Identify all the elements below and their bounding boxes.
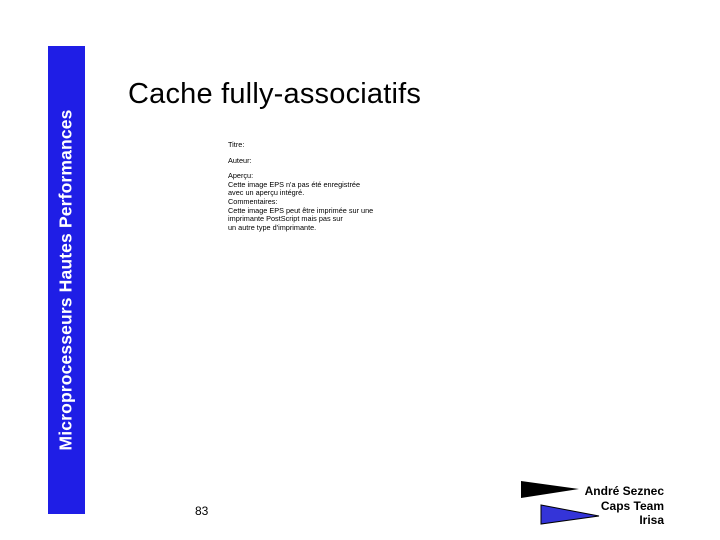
logo-top-triangle (521, 481, 579, 498)
eps-title-label: Titre: (228, 140, 245, 149)
author-name: André Seznec (584, 484, 664, 498)
eps-comments-line: imprimante PostScript mais pas sur (228, 214, 343, 224)
sidebar-title: Microprocesseurs Hautes Performances (55, 109, 76, 451)
page-number: 83 (195, 504, 209, 518)
slide-title: Cache fully-associatifs (128, 78, 422, 110)
eps-preview-line: Cette image EPS n'a pas été enregistrée (228, 179, 361, 189)
eps-preview-line: avec un aperçu intégré. (228, 188, 305, 198)
institute-name: Irisa (639, 513, 664, 527)
eps-comments-label: Commentaires: (228, 196, 278, 206)
eps-preview-label: Aperçu: (228, 171, 254, 181)
eps-placeholder (228, 141, 373, 232)
eps-comments-line: Cette image EPS peut être imprimée sur une (228, 205, 374, 215)
author-block (585, 484, 664, 528)
team-name: Caps Team (600, 498, 664, 513)
eps-comments-line: un autre type d'imprimante. (228, 222, 317, 232)
eps-author-label: Auteur: (228, 155, 252, 165)
